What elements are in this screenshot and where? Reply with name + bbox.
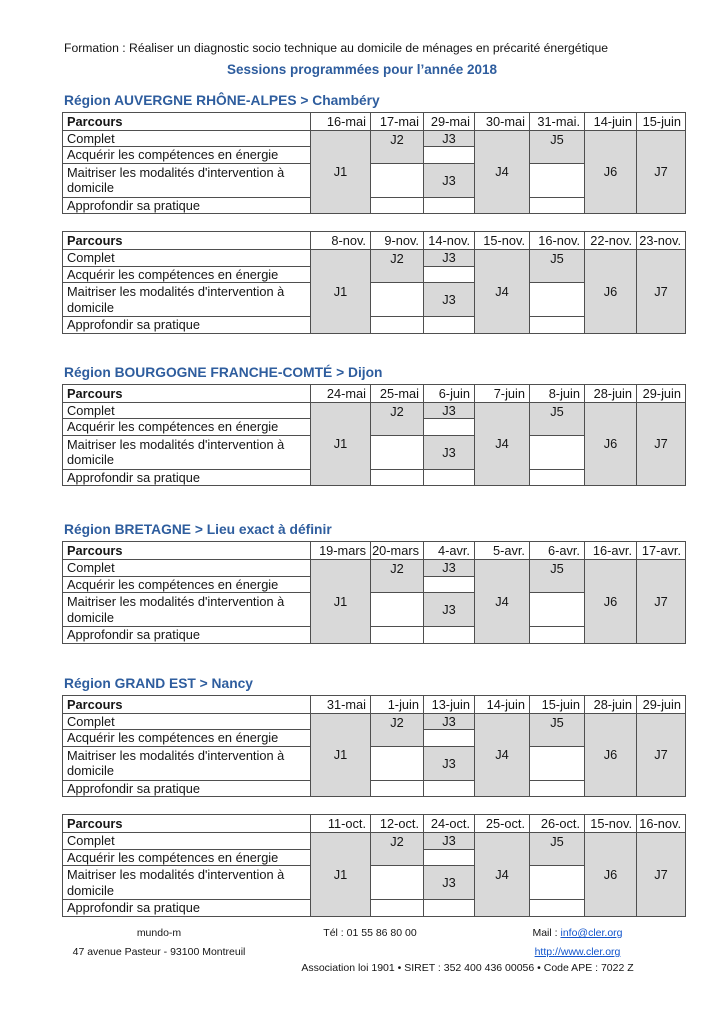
empty-cell <box>424 197 475 214</box>
region-section <box>0 93 724 334</box>
parcours-header: Parcours <box>63 232 311 250</box>
date-header: 14-juin <box>585 112 637 130</box>
region-heading: Région GRAND EST > Nancy <box>64 675 253 691</box>
session-day-cell: J3 <box>424 435 475 469</box>
session-day-cell: J3 <box>424 250 475 267</box>
parcours-row-label: Complet <box>63 402 311 419</box>
parcours-row-label: Maitriser les modalités d'intervention à domicile <box>63 866 311 900</box>
empty-cell <box>530 197 585 214</box>
date-header: 20-mars <box>371 542 424 560</box>
parcours-row-label: Maitriser les modalités d'intervention à domicile <box>63 283 311 317</box>
session-day-cell: J6 <box>585 402 637 486</box>
parcours-header: Parcours <box>63 542 311 560</box>
footer-mail-link[interactable]: info@cler.org <box>560 927 623 939</box>
footer-website-link[interactable]: http://www.cler.org <box>534 946 621 958</box>
empty-cell <box>530 163 585 197</box>
session-table <box>62 541 686 644</box>
parcours-row-label: Acquérir les compétences en énergie <box>63 730 311 747</box>
session-day-cell: J5 <box>530 402 585 435</box>
date-header: 15-nov. <box>475 232 530 250</box>
empty-cell <box>371 469 424 486</box>
parcours-row-label: Acquérir les compétences en énergie <box>63 849 311 866</box>
date-header: 5-avr. <box>475 542 530 560</box>
empty-cell <box>530 593 585 627</box>
empty-cell <box>371 627 424 644</box>
date-header: 6-avr. <box>530 542 585 560</box>
parcours-row-label: Approfondir sa pratique <box>63 627 311 644</box>
session-day-cell: J2 <box>371 560 424 593</box>
date-header: 22-nov. <box>585 232 637 250</box>
session-day-cell: J1 <box>311 402 371 486</box>
date-header: 17-mai <box>371 112 424 130</box>
session-day-cell: J2 <box>371 402 424 435</box>
date-header: 8-nov. <box>311 232 371 250</box>
session-day-cell: J3 <box>424 402 475 419</box>
empty-cell <box>424 317 475 334</box>
footer-org-name: mundo-m <box>136 927 182 939</box>
parcours-row-label: Acquérir les compétences en énergie <box>63 266 311 283</box>
parcours-row-label: Complet <box>63 130 311 147</box>
empty-cell <box>424 419 475 436</box>
session-day-cell: J3 <box>424 713 475 730</box>
parcours-row-label: Maitriser les modalités d'intervention à domicile <box>63 163 311 197</box>
parcours-row-label: Approfondir sa pratique <box>63 317 311 334</box>
session-day-cell: J6 <box>585 713 637 797</box>
document-title: Formation : Réaliser un diagnostic socio technique au domicile de ménages en précarité énergétique <box>64 41 609 55</box>
session-day-cell: J2 <box>371 833 424 866</box>
date-header: 29-mai <box>424 112 475 130</box>
session-day-cell: J5 <box>530 713 585 746</box>
empty-cell <box>530 866 585 900</box>
session-day-cell: J3 <box>424 593 475 627</box>
date-header: 6-juin <box>424 384 475 402</box>
session-day-cell: J2 <box>371 130 424 163</box>
empty-cell <box>371 163 424 197</box>
parcours-row-label: Complet <box>63 250 311 267</box>
footer-mail <box>460 927 695 940</box>
parcours-row-label: Complet <box>63 713 311 730</box>
session-day-cell: J3 <box>424 866 475 900</box>
parcours-row-label: Acquérir les compétences en énergie <box>63 147 311 164</box>
date-header: 7-juin <box>475 384 530 402</box>
parcours-row-label: Maitriser les modalités d'intervention à domicile <box>63 435 311 469</box>
parcours-row-label: Maitriser les modalités d'intervention à domicile <box>63 746 311 780</box>
parcours-row-label: Complet <box>63 560 311 577</box>
session-day-cell: J6 <box>585 250 637 334</box>
date-header: 9-nov. <box>371 232 424 250</box>
region-section <box>0 365 724 487</box>
session-day-cell: J4 <box>475 250 530 334</box>
date-header: 14-juin <box>475 695 530 713</box>
empty-cell <box>371 283 424 317</box>
date-header: 19-mars <box>311 542 371 560</box>
session-day-cell: J1 <box>311 713 371 797</box>
session-day-cell: J2 <box>371 250 424 283</box>
session-day-cell: J4 <box>475 402 530 486</box>
empty-cell <box>530 317 585 334</box>
session-day-cell: J1 <box>311 560 371 644</box>
session-day-cell: J6 <box>585 833 637 917</box>
date-header: 15-nov. <box>585 815 637 833</box>
date-header: 15-juin <box>637 112 686 130</box>
footer-mail-label: Mail : <box>532 927 561 939</box>
date-header: 16-avr. <box>585 542 637 560</box>
session-day-cell: J3 <box>424 283 475 317</box>
date-header: 11-oct. <box>311 815 371 833</box>
session-day-cell: J5 <box>530 130 585 163</box>
date-header: 8-juin <box>530 384 585 402</box>
date-header: 24-mai <box>311 384 371 402</box>
empty-cell <box>371 900 424 917</box>
date-header: 12-oct. <box>371 815 424 833</box>
date-header: 14-nov. <box>424 232 475 250</box>
session-day-cell: J7 <box>637 130 686 214</box>
session-day-cell: J7 <box>637 713 686 797</box>
date-header: 13-juin <box>424 695 475 713</box>
empty-cell <box>530 435 585 469</box>
parcours-row-label: Acquérir les compétences en énergie <box>63 576 311 593</box>
parcours-row-label: Maitriser les modalités d'intervention à domicile <box>63 593 311 627</box>
empty-cell <box>530 283 585 317</box>
parcours-header: Parcours <box>63 384 311 402</box>
date-header: 1-juin <box>371 695 424 713</box>
date-header: 16-nov. <box>530 232 585 250</box>
session-table <box>62 814 686 917</box>
parcours-row-label: Approfondir sa pratique <box>63 469 311 486</box>
sessions-sections <box>0 93 724 917</box>
session-day-cell: J3 <box>424 130 475 147</box>
session-day-cell: J7 <box>637 402 686 486</box>
session-day-cell: J6 <box>585 560 637 644</box>
empty-cell <box>530 900 585 917</box>
session-day-cell: J4 <box>475 713 530 797</box>
session-day-cell: J3 <box>424 163 475 197</box>
empty-cell <box>530 780 585 797</box>
session-table <box>62 112 686 215</box>
region-heading: Région BRETAGNE > Lieu exact à définir <box>64 522 332 537</box>
parcours-row-label: Acquérir les compétences en énergie <box>63 419 311 436</box>
empty-cell <box>371 593 424 627</box>
session-day-cell: J4 <box>475 130 530 214</box>
empty-cell <box>424 576 475 593</box>
empty-cell <box>424 849 475 866</box>
date-header: 23-nov. <box>637 232 686 250</box>
date-header: 29-juin <box>637 384 686 402</box>
date-header: 16-mai <box>311 112 371 130</box>
date-header: 31-mai <box>311 695 371 713</box>
session-day-cell: J7 <box>637 250 686 334</box>
empty-cell <box>371 317 424 334</box>
empty-cell <box>530 746 585 780</box>
date-header: 24-oct. <box>424 815 475 833</box>
session-table <box>62 231 686 334</box>
footer-phone: Tél : 01 55 86 80 00 <box>323 927 417 939</box>
parcours-header: Parcours <box>63 695 311 713</box>
empty-cell <box>424 147 475 164</box>
empty-cell <box>424 469 475 486</box>
session-day-cell: J7 <box>637 833 686 917</box>
empty-cell <box>371 866 424 900</box>
session-day-cell: J3 <box>424 833 475 850</box>
date-header: 25-mai <box>371 384 424 402</box>
empty-cell <box>424 780 475 797</box>
date-header: 15-juin <box>530 695 585 713</box>
region-section <box>0 676 724 917</box>
empty-cell <box>371 435 424 469</box>
date-header: 16-nov. <box>637 815 686 833</box>
parcours-row-label: Complet <box>63 833 311 850</box>
session-day-cell: J4 <box>475 833 530 917</box>
empty-cell <box>424 627 475 644</box>
session-day-cell: J1 <box>311 130 371 214</box>
session-table <box>62 695 686 798</box>
region-heading: Région BOURGOGNE FRANCHE-COMTÉ > Dijon <box>64 364 383 380</box>
session-day-cell: J1 <box>311 833 371 917</box>
empty-cell <box>371 197 424 214</box>
empty-cell <box>530 627 585 644</box>
date-header: 30-mai <box>475 112 530 130</box>
session-day-cell: J5 <box>530 250 585 283</box>
footer-address: 47 avenue Pasteur - 93100 Montreuil <box>72 946 246 958</box>
empty-cell <box>530 469 585 486</box>
region-heading: Région AUVERGNE RHÔNE-ALPES > Chambéry <box>64 92 380 108</box>
empty-cell <box>424 900 475 917</box>
date-header: 17-avr. <box>637 542 686 560</box>
session-day-cell: J5 <box>530 833 585 866</box>
session-day-cell: J3 <box>424 560 475 577</box>
session-day-cell: J2 <box>371 713 424 746</box>
document-subtitle: Sessions programmées pour l’année 2018 <box>226 61 498 77</box>
parcours-row-label: Approfondir sa pratique <box>63 900 311 917</box>
session-table <box>62 384 686 487</box>
session-day-cell: J7 <box>637 560 686 644</box>
empty-cell <box>424 266 475 283</box>
parcours-header: Parcours <box>63 112 311 130</box>
parcours-row-label: Approfondir sa pratique <box>63 197 311 214</box>
date-header: 28-juin <box>585 695 637 713</box>
session-day-cell: J3 <box>424 746 475 780</box>
date-header: 26-oct. <box>530 815 585 833</box>
session-day-cell: J4 <box>475 560 530 644</box>
empty-cell <box>371 780 424 797</box>
footer-legal: Association loi 1901 • SIRET : 352 400 436 00056 • Code APE : 7022 Z <box>301 962 634 974</box>
empty-cell <box>424 730 475 747</box>
region-section <box>0 522 724 644</box>
empty-cell <box>371 746 424 780</box>
session-day-cell: J5 <box>530 560 585 593</box>
date-header: 4-avr. <box>424 542 475 560</box>
date-header: 31-mai. <box>530 112 585 130</box>
date-header: 25-oct. <box>475 815 530 833</box>
date-header: 28-juin <box>585 384 637 402</box>
session-day-cell: J6 <box>585 130 637 214</box>
parcours-row-label: Approfondir sa pratique <box>63 780 311 797</box>
parcours-header: Parcours <box>63 815 311 833</box>
session-day-cell: J1 <box>311 250 371 334</box>
date-header: 29-juin <box>637 695 686 713</box>
